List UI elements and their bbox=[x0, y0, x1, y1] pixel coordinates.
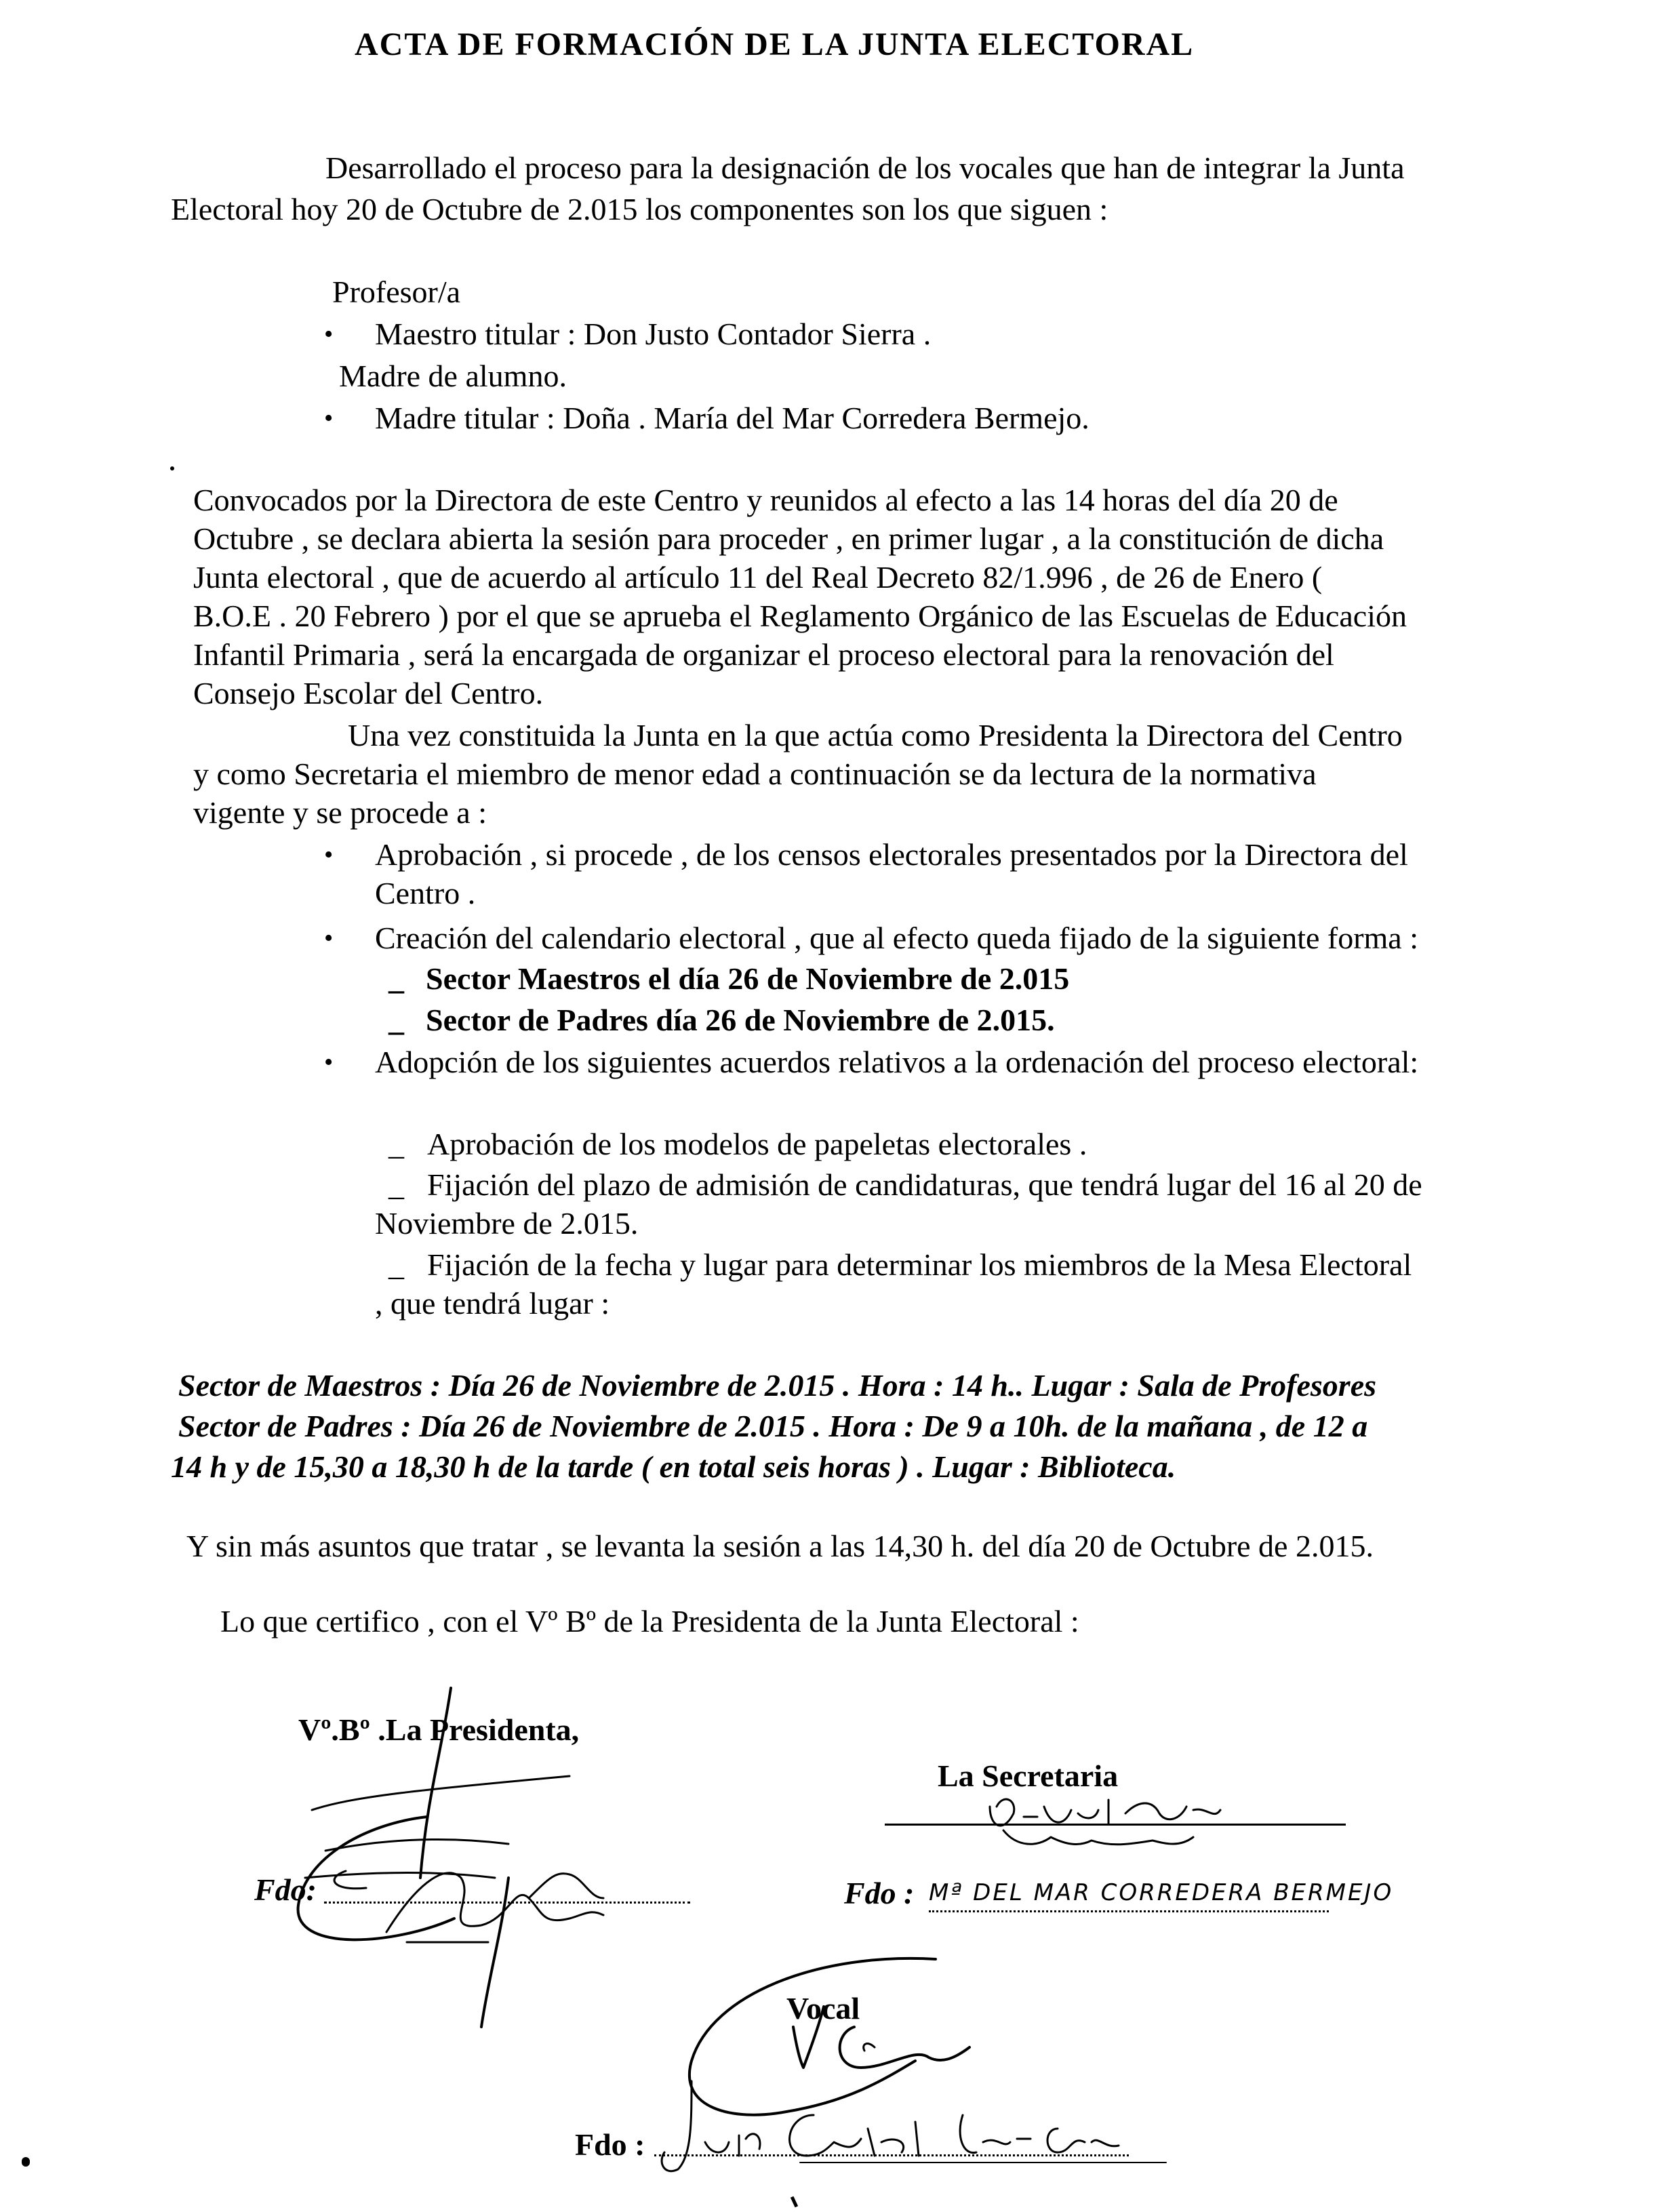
closing-statement: Y sin más asuntos que tratar , se levanta la sesión a las 14,30 h. del día 20 de Octubre de 2.015. bbox=[186, 1529, 1374, 1563]
stray-dot bbox=[170, 466, 174, 470]
intro-line-1: Desarrollado el proceso para la designación de los vocales que han de integrar la Junta bbox=[325, 150, 1405, 185]
vocal-label: Vocal bbox=[786, 1991, 860, 2026]
president-label: Vº.Bº .La Presidenta, bbox=[298, 1712, 580, 1747]
agreement-dash: _ bbox=[388, 1247, 404, 1282]
agenda-item-3: Adopción de los siguientes acuerdos relativos a la ordenación del proceso electoral: bbox=[375, 1045, 1419, 1079]
agreement-1: Aprobación de los modelos de papeletas electorales . bbox=[427, 1127, 1087, 1161]
agenda-item-1-line-1: Aprobación , si procede , de los censos electorales presentados por la Directora del bbox=[375, 837, 1408, 872]
constitution-line-2: y como Secretaria el miembro de menor edad a continuación se da lectura de la normativa bbox=[193, 757, 1317, 791]
convocation-line-5: Infantil Primaria , será la encargada de organizar el proceso electoral para la renovación del bbox=[193, 637, 1334, 672]
convocation-line-1: Convocados por la Directora de este Centro y reunidos al efecto a las 14 horas del día 20 de bbox=[193, 483, 1338, 517]
schedule-parents-line-2: 14 h y de 15,30 a 18,30 h de la tarde ( en total seis horas ) . Lugar : Biblioteca. bbox=[171, 1449, 1176, 1484]
schedule-parents-line-1: Sector de Padres : Día 26 de Noviembre de 2.015 . Hora : De 9 a 10h. de la mañana , de 12 a bbox=[178, 1409, 1368, 1443]
calendar-teachers: Sector Maestros el día 26 de Noviembre de 2.015 bbox=[426, 961, 1070, 996]
calendar-parents: Sector de Padres día 26 de Noviembre de 2.015. bbox=[426, 1003, 1055, 1037]
intro-line-2: Electoral hoy 20 de Octubre de 2.015 los componentes son los que siguen : bbox=[171, 192, 1108, 226]
calendar-dash: _ bbox=[388, 961, 404, 996]
secretary-label: La Secretaria bbox=[938, 1758, 1119, 1793]
vocal-handwritten-name bbox=[651, 2074, 1166, 2183]
agreement-2-line-1: Fijación del plazo de admisión de candidaturas, que tendrá lugar del 16 al 20 de bbox=[427, 1167, 1422, 1202]
constitution-line-1: Una vez constituida la Junta en la que actúa como Presidenta la Directora del Centro bbox=[348, 718, 1403, 752]
convocation-line-3: Junta electoral , que de acuerdo al artículo 11 del Real Decreto 82/1.996 , de 26 de Enero ( bbox=[193, 560, 1323, 595]
bullet-icon: • bbox=[324, 841, 334, 869]
bullet-icon: • bbox=[324, 320, 334, 348]
margin-dot bbox=[22, 2157, 30, 2167]
agreement-dash: _ bbox=[388, 1167, 404, 1202]
secretary-signature bbox=[976, 1779, 1261, 1854]
calendar-dash: _ bbox=[388, 1003, 404, 1037]
agreement-2-line-2: Noviembre de 2.015. bbox=[375, 1206, 639, 1241]
parent-heading: Madre de alumno. bbox=[339, 359, 567, 393]
agenda-item-2: Creación del calendario electoral , que al efecto queda fijado de la siguiente forma : bbox=[375, 921, 1419, 955]
agreement-3-line-2: , que tendrá lugar : bbox=[375, 1286, 610, 1321]
parent-member: Madre titular : Doña . María del Mar Corredera Bermejo. bbox=[375, 401, 1090, 435]
certification-statement: Lo que certifico , con el Vº Bº de la Presidenta de la Junta Electoral : bbox=[220, 1604, 1079, 1638]
agreement-3-line-1: Fijación de la fecha y lugar para determinar los miembros de la Mesa Electoral bbox=[427, 1247, 1412, 1282]
president-fdo-label: Fdo: bbox=[254, 1872, 317, 1907]
agenda-item-1-line-2: Centro . bbox=[375, 876, 476, 910]
convocation-line-4: B.O.E . 20 Febrero ) por el que se aprueba el Reglamento Orgánico de las Escuelas de Educación bbox=[193, 599, 1407, 633]
constitution-line-3: vigente y se procede a : bbox=[193, 795, 487, 830]
convocation-line-6: Consejo Escolar del Centro. bbox=[193, 676, 544, 710]
vocal-fdo-label: Fdo : bbox=[575, 2127, 645, 2162]
secretary-name-dotted-line bbox=[929, 1910, 1329, 1912]
secretary-fdo-label: Fdo : bbox=[844, 1876, 915, 1910]
bullet-icon: • bbox=[324, 924, 334, 952]
schedule-teachers: Sector de Maestros : Día 26 de Noviembre de 2.015 . Hora : 14 h.. Lugar : Sala de Profesores bbox=[178, 1368, 1377, 1403]
agreement-dash: _ bbox=[388, 1127, 404, 1161]
teacher-heading: Profesor/a bbox=[332, 275, 461, 309]
bullet-icon: • bbox=[324, 1048, 334, 1077]
secretary-handwritten-name: Mª DEL MAR CORREDERA BERMEJO bbox=[929, 1879, 1394, 1906]
bullet-icon: • bbox=[324, 404, 334, 433]
teacher-member: Maestro titular : Don Justo Contador Sierra . bbox=[375, 317, 932, 351]
convocation-line-2: Octubre , se declara abierta la sesión para proceder , en primer lugar , a la constitución de dicha bbox=[193, 521, 1384, 556]
president-signature bbox=[285, 1674, 692, 1959]
document-title: ACTA DE FORMACIÓN DE LA JUNTA ELECTORAL bbox=[355, 26, 1195, 62]
